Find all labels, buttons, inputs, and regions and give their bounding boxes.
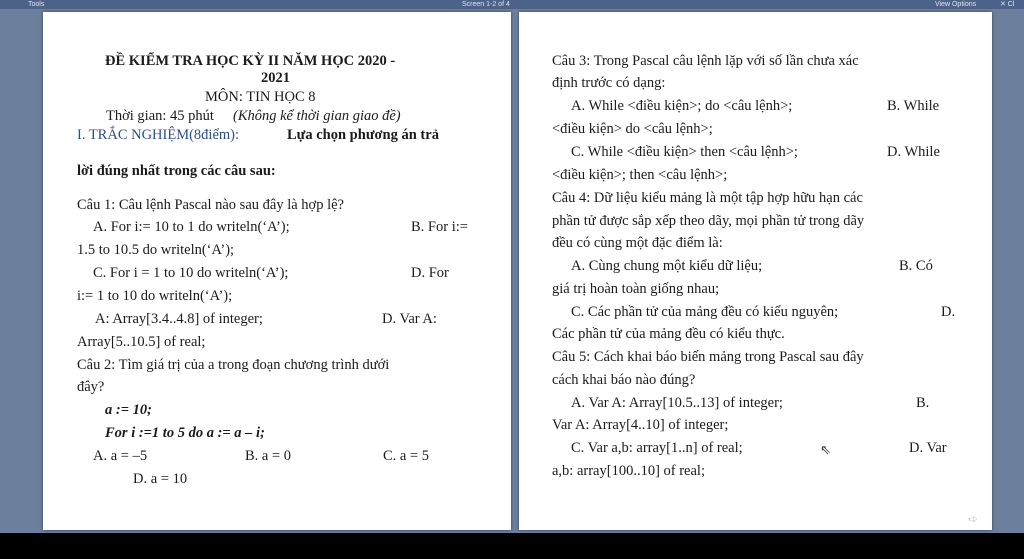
q1-option-array-d: D. Var A: [382,311,437,327]
question-4: Câu 4: Dữ liệu kiểu mảng là một tập hợp hữu hạn các [552,190,863,206]
code-line-2: For i :=1 to 5 do a := a – i; [105,425,265,441]
q1-option-array-cont: Array[5..10.5] of real; [77,334,206,350]
q2-option-c: C. a = 5 [383,448,430,464]
q3-option-b: B. While [887,98,940,114]
q1-option-b: B. For i:= [411,219,468,235]
view-options-menu[interactable]: View Options [935,1,977,8]
question-2: Câu 2: Tìm giá trị của a trong đoạn chương trình dưới [77,357,390,373]
q5-option-c: C. Var a,b: array[1..n] of real; [571,440,743,456]
q1-option-a: A. For i:= 10 to 1 do writeln(‘A’); [93,219,290,235]
q4-option-b: B. Có [899,258,933,274]
right-page [519,12,992,530]
section-instruction: Lựa chọn phương án trả [287,127,439,143]
q4-option-c: C. Các phần tử của mảng đều có kiểu nguyên; [571,304,839,320]
q1-option-b-cont: 1.5 to 10.5 do writeln(‘A’); [77,242,235,258]
q2-option-b: B. a = 0 [245,448,292,464]
mouse-cursor-icon: ⇖ [820,443,831,458]
q4-option-d: D. [941,304,956,320]
q3-option-b-cont: <điều kiện> do <câu lệnh>; [552,121,713,137]
question-4-cont1: phần tử được sắp xếp theo dãy, mọi phần tử trong dãy [552,213,865,229]
q4-option-a: A. Cùng chung một kiểu dữ liệu; [571,258,763,274]
next-page-arrow-icon[interactable]: ➪ [968,512,979,526]
time-label: Thời gian: 45 phút [106,108,214,124]
q5-option-d-cont: a,b: array[100..10] of real; [552,463,705,479]
q3-option-c: C. While <điều kiện> then <câu lệnh>; [571,144,798,160]
section-instruction-cont: lời đúng nhất trong các câu sau: [77,163,276,179]
q3-option-a: A. While <điều kiện>; do <câu lệnh>; [571,98,793,114]
q1-option-d-cont: i:= 1 to 10 do writeln(‘A’); [77,288,233,304]
q1-option-array: A: Array[3.4..4.8] of integer; [95,311,263,327]
close-button[interactable]: ✕ Cl [1000,1,1015,8]
exam-title-year: 2021 [261,70,290,86]
q3-option-d-cont: <điều kiện>; then <câu lệnh>; [552,167,728,183]
question-1: Câu 1: Câu lệnh Pascal nào sau đây là hợp lệ? [77,197,344,213]
bottom-bar [0,533,1024,559]
question-4-cont2: đều có cùng một đặc điểm là: [552,235,723,251]
left-page [43,12,511,530]
q1-option-d: D. For [411,265,449,281]
question-3-cont: định trước có dạng: [552,75,666,91]
q5-option-b-cont: Var A: Array[4..10] of integer; [552,417,729,433]
q3-option-d: D. While [887,144,940,160]
q4-option-b-cont: giá trị hoàn toàn giống nhau; [552,281,720,297]
q5-option-b: B. [916,395,930,411]
tools-menu[interactable]: Tools [28,1,45,8]
q2-option-d: D. a = 10 [133,471,188,487]
code-line-1: a := 10; [105,402,152,418]
screen-indicator: Screen 1-2 of 4 [462,1,510,8]
question-3: Câu 3: Trong Pascal câu lệnh lặp với số lần chưa xác [552,53,859,69]
time-note: (Không kể thời gian giao đề) [233,108,401,124]
question-5-cont: cách khai báo nào đúng? [552,372,696,388]
q4-option-d-cont: Các phần tử của mảng đều có kiểu thực. [552,326,785,342]
exam-title: ĐỀ KIỂM TRA HỌC KỲ II NĂM HỌC 2020 - [105,53,396,69]
q2-option-a: A. a = –5 [93,448,148,464]
q5-option-a: A. Var A: Array[10.5..13] of integer; [571,395,783,411]
q1-option-c: C. For i = 1 to 10 do writeln(‘A’); [93,265,289,281]
toolbar [0,0,1024,9]
question-5: Câu 5: Cách khai báo biến mảng trong Pascal sau đây [552,349,864,365]
exam-subject: MÔN: TIN HỌC 8 [205,89,316,105]
q5-option-d: D. Var [909,440,947,456]
section-title: I. TRẮC NGHIỆM(8điểm): [77,127,240,143]
question-2-cont: đây? [77,379,105,395]
